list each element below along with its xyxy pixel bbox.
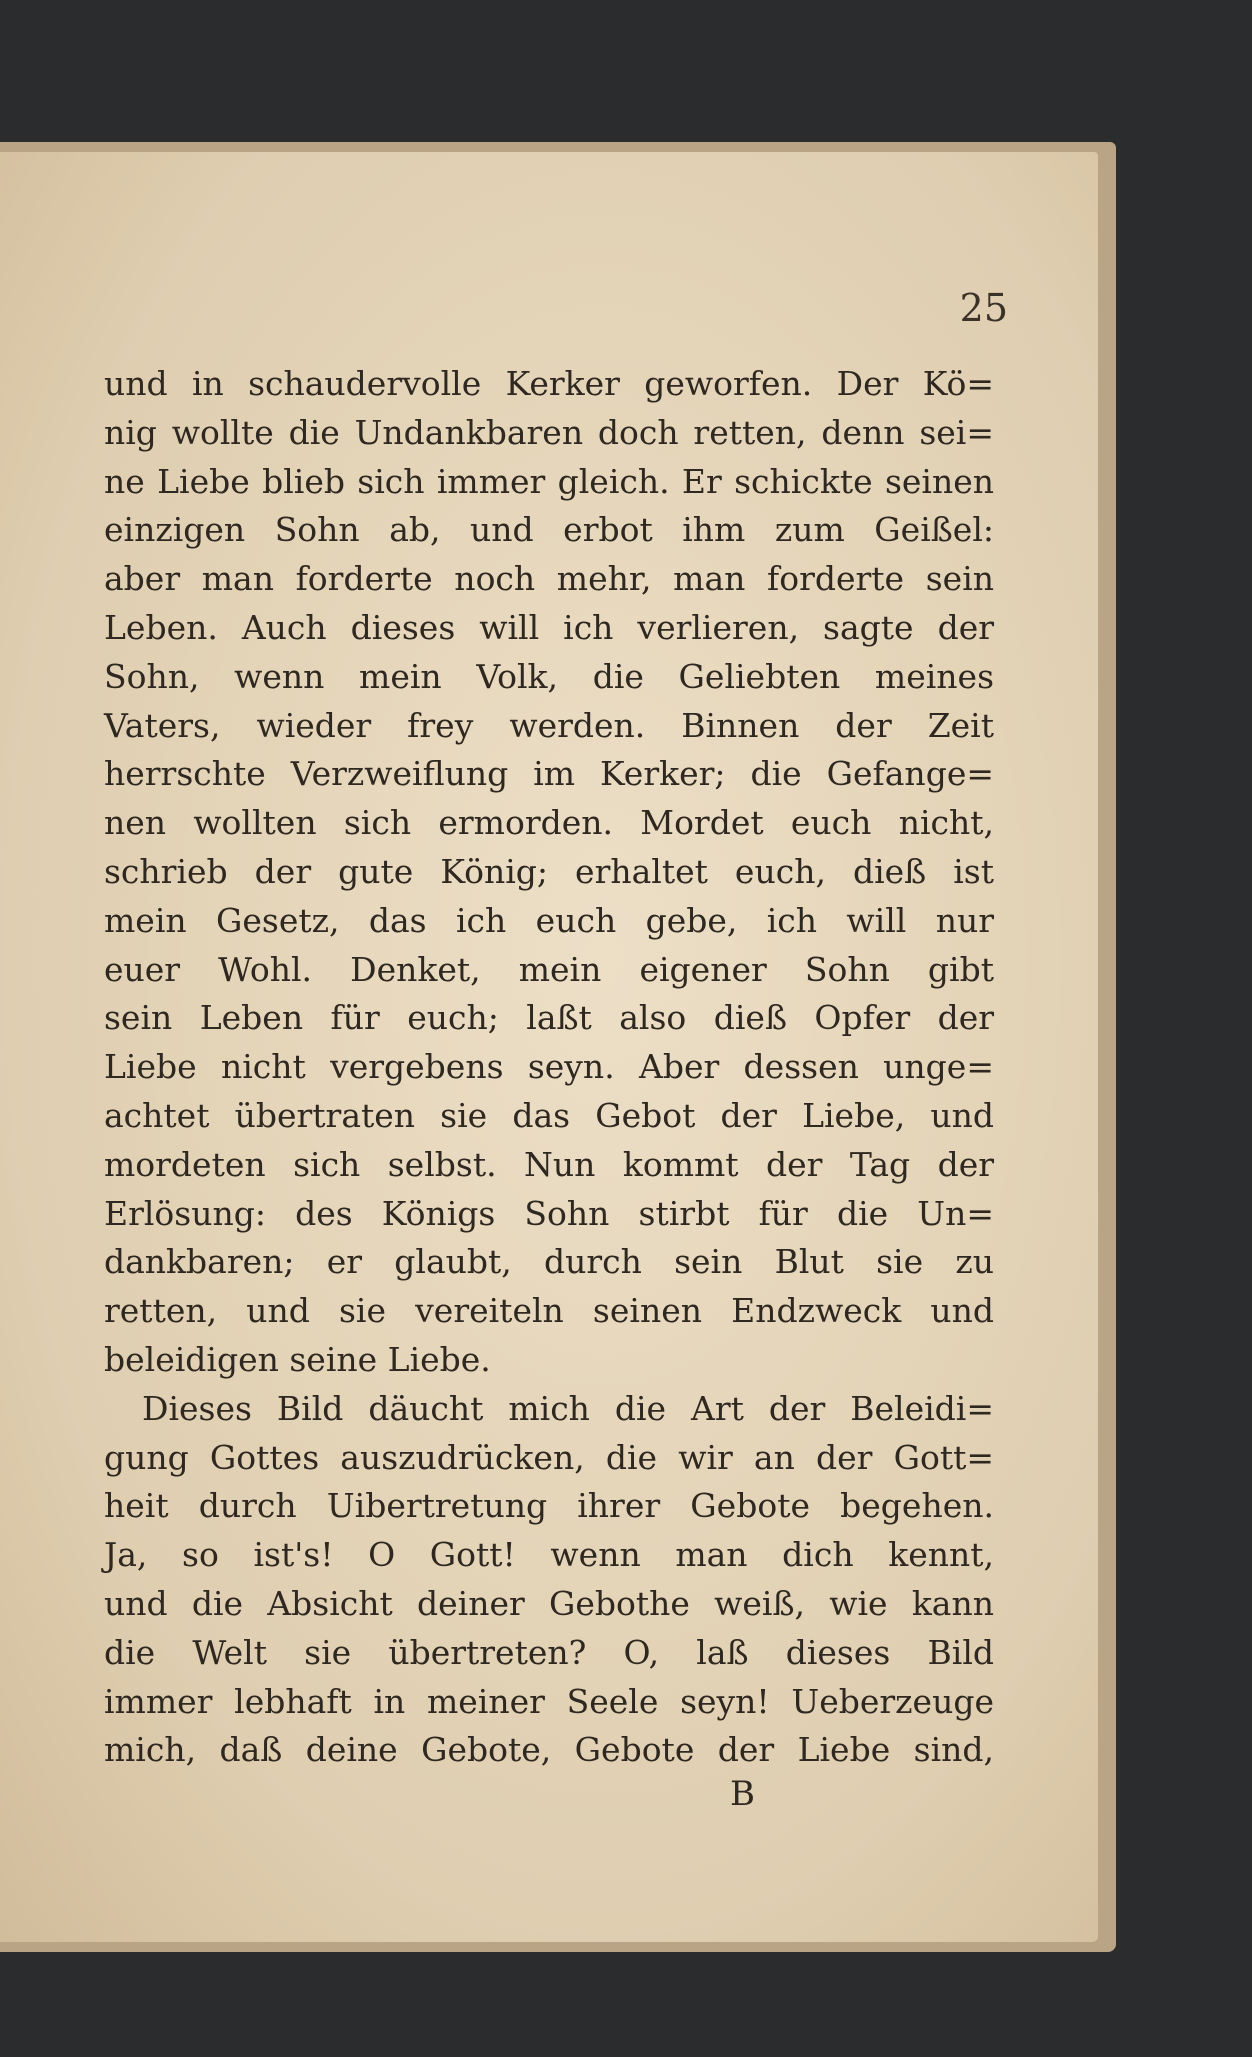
text-line: Ja, so ist's! O Gott! wenn man dich kennt, [104,1535,994,1575]
text-line: die Welt sie übertreten? O, laß dieses Bild [104,1632,994,1672]
text-line: sein Leben für euch; laßt also dieß Opfer der [104,998,994,1038]
text-line: immer lebhaft in meiner Seele seyn! Ueberzeuge [104,1681,994,1721]
text-line: Leben. Auch dieses will ich verlieren, sagte der [104,607,994,647]
catchword: B [730,1774,755,1814]
text-line: und die Absicht deiner Gebothe weiß, wie kann [104,1583,994,1623]
text-line: ne Liebe blieb sich immer gleich. Er schickte seinen [104,461,994,501]
text-line: Vaters, wieder frey werden. Binnen der Zeit [104,705,994,745]
text-line: aber man forderte noch mehr, man forderte sein [104,559,994,599]
text-line: retten, und sie vereiteln seinen Endzweck und [104,1291,994,1331]
text-line: euer Wohl. Denket, mein eigener Sohn gibt [104,949,994,989]
text-line: Sohn, wenn mein Volk, die Geliebten meines [104,656,994,696]
page-number: 25 [959,286,1008,330]
text-line: mordeten sich selbst. Nun kommt der Tag der [104,1144,994,1184]
text-line: Dieses Bild däucht mich die Art der Beleidi= [142,1388,994,1428]
text-line: Liebe nicht vergebens seyn. Aber dessen unge= [104,1047,994,1087]
text-line: mein Gesetz, das ich euch gebe, ich will nur [104,900,994,940]
text-line: heit durch Uibertretung ihrer Gebote begehen. [104,1486,994,1526]
text-line: herrschte Verzweiflung im Kerker; die Gefange= [104,754,994,794]
text-line: gung Gottes auszudrücken, die wir an der Gott= [104,1437,994,1477]
text-line: achtet übertraten sie das Gebot der Liebe, und [104,1095,994,1135]
text-line: beleidigen seine Liebe. [104,1339,491,1379]
text-line: schrieb der gute König; erhaltet euch, dieß ist [104,851,994,891]
text-line: dankbaren; er glaubt, durch sein Blut sie zu [104,1242,994,1282]
text-line: und in schaudervolle Kerker geworfen. Der Kö= [104,364,994,403]
text-line: Erlösung: des Königs Sohn stirbt für die Un= [104,1193,994,1233]
text-line: einzigen Sohn ab, und erbot ihm zum Geißel: [104,510,994,550]
text-line: mich, daß deine Gebote, Gebote der Liebe sind, [104,1730,994,1770]
body-text [104,360,994,1775]
text-line: nig wollte die Undankbaren doch retten, denn sei= [104,412,994,452]
text-line: nen wollten sich ermorden. Mordet euch nicht, [104,803,994,843]
